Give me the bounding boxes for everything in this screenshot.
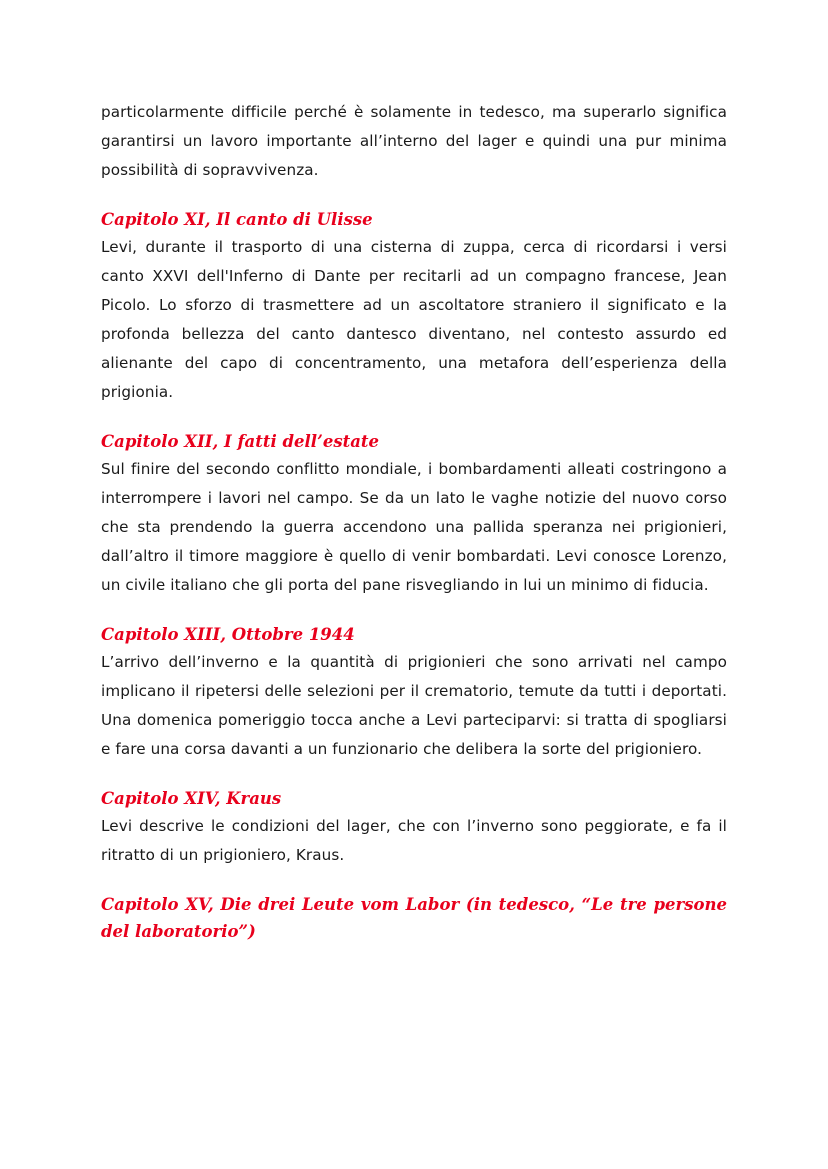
chapter-heading-xiv: Capitolo XIV, Kraus — [101, 789, 282, 808]
spacer — [101, 600, 727, 621]
document-body — [101, 98, 727, 945]
chapter-heading-xiii: Capitolo XIII, Ottobre 1944 — [101, 625, 355, 644]
chapter-paragraph-xiii: L’arrivo dell’inverno e la quantità di prigionieri che sono arrivati nel campo implicano il ripetersi delle selezioni per il crematorio, temute da tutti i deportati. Una domenica pomeriggio tocca anche a Levi parteciparvi: si tratta di spogliarsi e fare una corsa davanti a un funzionario che delibera la sorte del prigioniero. — [101, 653, 727, 758]
spacer — [101, 764, 727, 785]
spacer — [101, 407, 727, 428]
chapter-heading-xi: Capitolo XI, Il canto di Ulisse — [101, 210, 373, 229]
chapter-paragraph-xi: Levi, durante il trasporto di una cisterna di zuppa, cerca di ricordarsi i versi canto XXVI dell'Inferno di Dante per recitarli ad un compagno francese, Jean Picolo. Lo sforzo di trasmettere ad un ascoltatore straniero il significato e la profonda bellezza del canto dantesco diventano, nel contesto assurdo ed alienante del capo di concentramento, una metafora dell’esperienza della prigionia. — [101, 238, 727, 401]
chapter-paragraph-xiv: Levi descrive le condizioni del lager, che con l’inverno sono peggiorate, e fa il ritratto di un prigioniero, Kraus. — [101, 817, 727, 864]
spacer — [101, 185, 727, 206]
chapter-paragraph-xii: Sul finire del secondo conflitto mondiale, i bombardamenti alleati costringono a interrompere i lavori nel campo. Se da un lato le vaghe notizie del nuovo corso che sta prendendo la guerra accendono una pallida speranza nei prigionieri, dall’altro il timore maggiore è quello di venir bombardati. Levi conosce Lorenzo, un civile italiano che gli porta del pane risvegliando in lui un minimo di fiducia. — [101, 460, 727, 594]
intro-paragraph: particolarmente difficile perché è solamente in tedesco, ma superarlo significa garantirsi un lavoro importante all’interno del lager e quindi una pur minima possibilità di sopravvivenza. — [101, 103, 727, 179]
chapter-heading-xii: Capitolo XII, I fatti dell’estate — [101, 432, 380, 451]
chapter-heading-xv: Capitolo XV, Die drei Leute vom Labor (in tedesco, “Le tre persone del laboratorio”) — [101, 895, 727, 941]
spacer — [101, 870, 727, 891]
